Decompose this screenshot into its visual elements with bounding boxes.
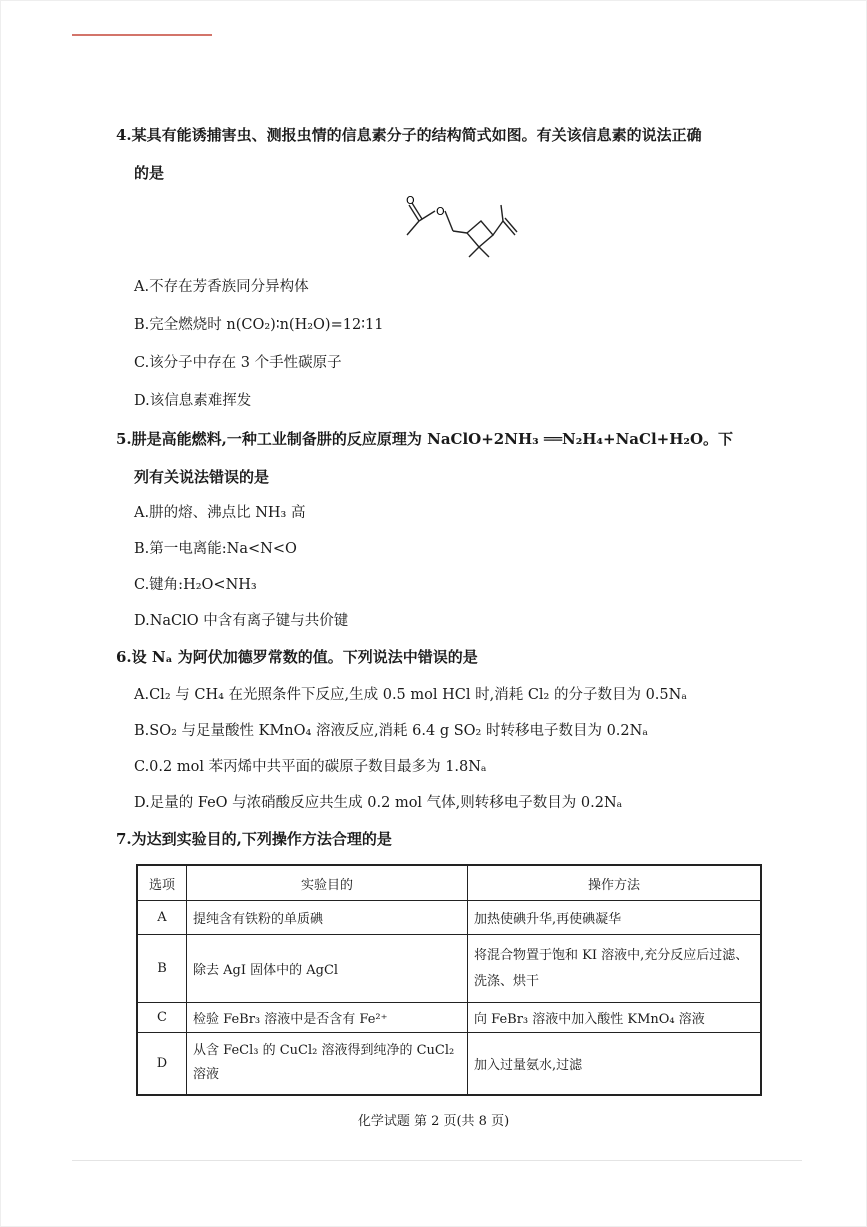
q4-stem-line2: 的是	[134, 164, 165, 182]
q5-stem-line1: 5.肼是高能燃料,一种工业制备肼的反应原理为 NaClO+2NH₃ ══N₂H₄+NaCl+H₂O。下	[116, 430, 734, 448]
row-d-label: D	[137, 1033, 187, 1095]
q6-option-c: C.0.2 mol 苯丙烯中共平面的碳原子数目最多为 1.8Nₐ	[134, 759, 487, 775]
row-b-purpose: 除去 AgI 固体中的 AgCl	[187, 935, 468, 1003]
row-a-purpose: 提纯含有铁粉的单质碘	[187, 901, 468, 935]
carbonyl-oxygen: O	[406, 195, 415, 207]
q4-option-b: B.完全燃烧时 n(CO₂)∶n(H₂O)=12∶11	[134, 317, 384, 333]
row-c-purpose: 检验 FeBr₃ 溶液中是否含有 Fe²⁺	[187, 1003, 468, 1033]
q7-stem: 7.为达到实验目的,下列操作方法合理的是	[116, 830, 392, 848]
table-row	[137, 901, 761, 935]
footer-rule	[72, 1160, 802, 1161]
q5-option-a: A.肼的熔、沸点比 NH₃ 高	[134, 505, 306, 521]
ch2-bond	[453, 231, 467, 233]
cyclobutane-ring	[467, 221, 493, 247]
table-header-row	[137, 865, 761, 901]
q6-option-d: D.足量的 FeO 与浓硝酸反应共生成 0.2 mol 气体,则转移电子数目为 0.2Nₐ	[134, 795, 623, 811]
row-d-purpose: 从含 FeCl₃ 的 CuCl₂ 溶液得到纯净的 CuCl₂ 溶液	[187, 1033, 468, 1095]
q4-option-d: D.该信息素难挥发	[134, 393, 252, 409]
header-method: 操作方法	[468, 865, 762, 901]
methyl-bond	[407, 221, 419, 235]
q5-option-c: C.键角:H₂O<NH₃	[134, 577, 257, 593]
q4-option-a: A.不存在芳香族同分异构体	[134, 279, 309, 295]
page-footer: 化学试题 第 2 页(共 8 页)	[357, 1114, 510, 1129]
q4-stem-line1: 4.某具有能诱捕害虫、测报虫情的信息素分子的结构简式如图。有关该信息素的说法正确	[116, 126, 702, 144]
header-rule	[72, 34, 212, 36]
q6-option-a: A.Cl₂ 与 CH₄ 在光照条件下反应,生成 0.5 mol HCl 时,消耗 Cl₂ 的分子数目为 0.5Nₐ	[134, 687, 687, 703]
isopropenyl-methyl	[501, 205, 503, 221]
q5-option-d: D.NaClO 中含有离子键与共价键	[134, 613, 349, 629]
q4-option-c: C.该分子中存在 3 个手性碳原子	[134, 355, 342, 371]
row-d-method: 加入过量氨水,过滤	[468, 1033, 762, 1095]
row-b-label: B	[137, 935, 187, 1003]
ester-bond-1	[419, 211, 435, 221]
row-c-label: C	[137, 1003, 187, 1033]
header-purpose: 实验目的	[187, 865, 468, 901]
row-b-method: 将混合物置于饱和 KI 溶液中,充分反应后过滤、洗涤、烘干	[468, 935, 762, 1003]
gem-methyl-1	[469, 247, 479, 257]
ester-oxygen: O	[436, 205, 445, 218]
q5-stem-line2: 列有关说法错误的是	[134, 468, 270, 486]
table-row	[137, 1003, 761, 1033]
header-option: 选项	[137, 865, 187, 901]
row-c-method: 向 FeBr₃ 溶液中加入酸性 KMnO₄ 溶液	[468, 1003, 762, 1033]
q7-options-table	[136, 864, 762, 1096]
table-row	[137, 935, 761, 1003]
isopropenyl-bond	[493, 221, 503, 235]
pheromone-structure-diagram	[395, 195, 520, 265]
ester-bond-2	[445, 211, 453, 231]
q6-stem: 6.设 Nₐ 为阿伏加德罗常数的值。下列说法中错误的是	[116, 648, 478, 666]
row-a-method: 加热使碘升华,再使碘凝华	[468, 901, 762, 935]
gem-methyl-2	[479, 247, 489, 257]
q5-option-b: B.第一电离能:Na<N<O	[134, 541, 297, 557]
row-a-label: A	[137, 901, 187, 935]
table-row	[137, 1033, 761, 1095]
q6-option-b: B.SO₂ 与足量酸性 KMnO₄ 溶液反应,消耗 6.4 g SO₂ 时转移电子数目为 0.2Nₐ	[134, 723, 648, 739]
